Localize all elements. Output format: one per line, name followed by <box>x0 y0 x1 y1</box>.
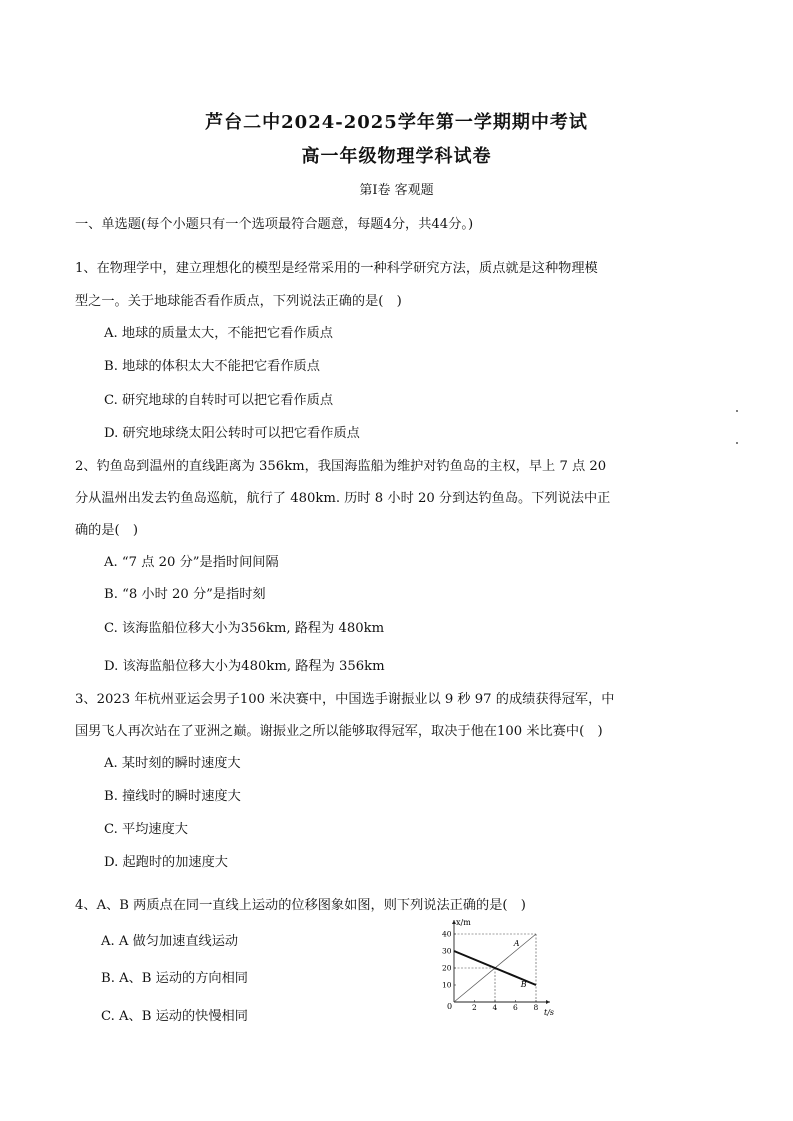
exam-title: 芦台二中2024-2025学年第一学期期中考试 <box>205 112 588 133</box>
q3-option-c: C. 平均速度大 <box>104 822 188 837</box>
position-time-graph <box>436 914 560 1018</box>
exam-subtitle: 高一年级物理学科试卷 <box>301 146 492 167</box>
q3-option-b: B. 撞线时的瞬时速度大 <box>104 789 241 804</box>
q2-line1: 2、钓鱼岛到温州的直线距离为 356km，我国海监船为维护对钓鱼岛的主权，早上 7 点 20 <box>75 459 607 474</box>
q3-line2: 国男飞人再次站在了亚洲之巅。谢振业之所以能够取得冠军，取决于他在100 米比赛中( ) <box>75 724 603 739</box>
q2-line3: 确的是( ) <box>75 523 139 538</box>
graph-y-axis-label: x/m <box>456 918 471 927</box>
q1-line2: 型之一。关于地球能否看作质点，下列说法正确的是( ) <box>75 294 402 309</box>
graph-label-A: A <box>513 939 520 949</box>
graph-y-tick-label: 10 <box>442 980 452 990</box>
q4-option-a: A. A 做匀加速直线运动 <box>101 934 239 949</box>
q3-line1: 3、2023 年杭州亚运会男子100 米决赛中，中国选手谢振业以 9 秒 97 的成绩获得冠军，中 <box>75 692 615 707</box>
q2-line2: 分从温州出发去钓鱼岛巡航，航行了 480km. 历时 8 小时 20 分到达钓鱼岛。下列说法中正 <box>75 491 611 506</box>
margin-mark <box>736 410 738 412</box>
q2-option-b: B. “8 小时 20 分”是指时刻 <box>104 587 266 602</box>
graph-x-axis-label: t/s <box>544 1008 555 1017</box>
graph-x-arrow <box>546 1000 550 1004</box>
graph-x-tick-label: 4 <box>492 1003 498 1012</box>
q4-line1: 4、A、B 两质点在同一直线上运动的位移图象如图，则下列说法正确的是( ) <box>75 898 526 913</box>
q3-option-a: A. 某时刻的瞬时速度大 <box>104 756 241 771</box>
q2-option-a: A. “7 点 20 分”是指时间间隔 <box>104 555 279 570</box>
graph-y-tick-label: 40 <box>442 929 452 939</box>
graph-x-tick-label: 8 <box>533 1003 539 1012</box>
q1-option-a: A. 地球的质量太大，不能把它看作质点 <box>104 326 333 341</box>
q3-option-d: D. 起跑时的加速度大 <box>104 855 228 870</box>
section-title: 第Ⅰ卷 客观题 <box>359 183 434 198</box>
q2-option-c: C. 该海监船位移大小为356km, 路程为 480km <box>104 621 385 636</box>
part1-heading: 一、单选题(每个小题只有一个选项最符合题意，每题4分，共44分。) <box>75 217 474 232</box>
q1-option-c: C. 研究地球的自转时可以把它看作质点 <box>104 393 334 408</box>
graph-x-tick-label: 6 <box>513 1003 518 1012</box>
q1-line1: 1、在物理学中，建立理想化的模型是经常采用的一种科学研究方法，质点就是这种物理模 <box>75 261 598 276</box>
q2-option-d: D. 该海监船位移大小为480km, 路程为 356km <box>104 659 385 674</box>
graph-x-tick-label: 2 <box>472 1003 477 1012</box>
q1-option-d: D. 研究地球绕太阳公转时可以把它看作质点 <box>104 426 360 441</box>
graph-label-B: B <box>520 980 527 989</box>
q4-option-c: C. A、B 运动的快慢相同 <box>101 1009 248 1024</box>
graph-y-tick-label: 20 <box>442 963 452 973</box>
margin-mark <box>736 442 738 444</box>
graph-y-tick-label: 30 <box>442 946 452 956</box>
graph-origin-label: 0 <box>447 1002 453 1011</box>
q4-option-b: B. A、B 运动的方向相同 <box>101 971 248 986</box>
q1-option-b: B. 地球的体积太大不能把它看作质点 <box>104 359 320 374</box>
